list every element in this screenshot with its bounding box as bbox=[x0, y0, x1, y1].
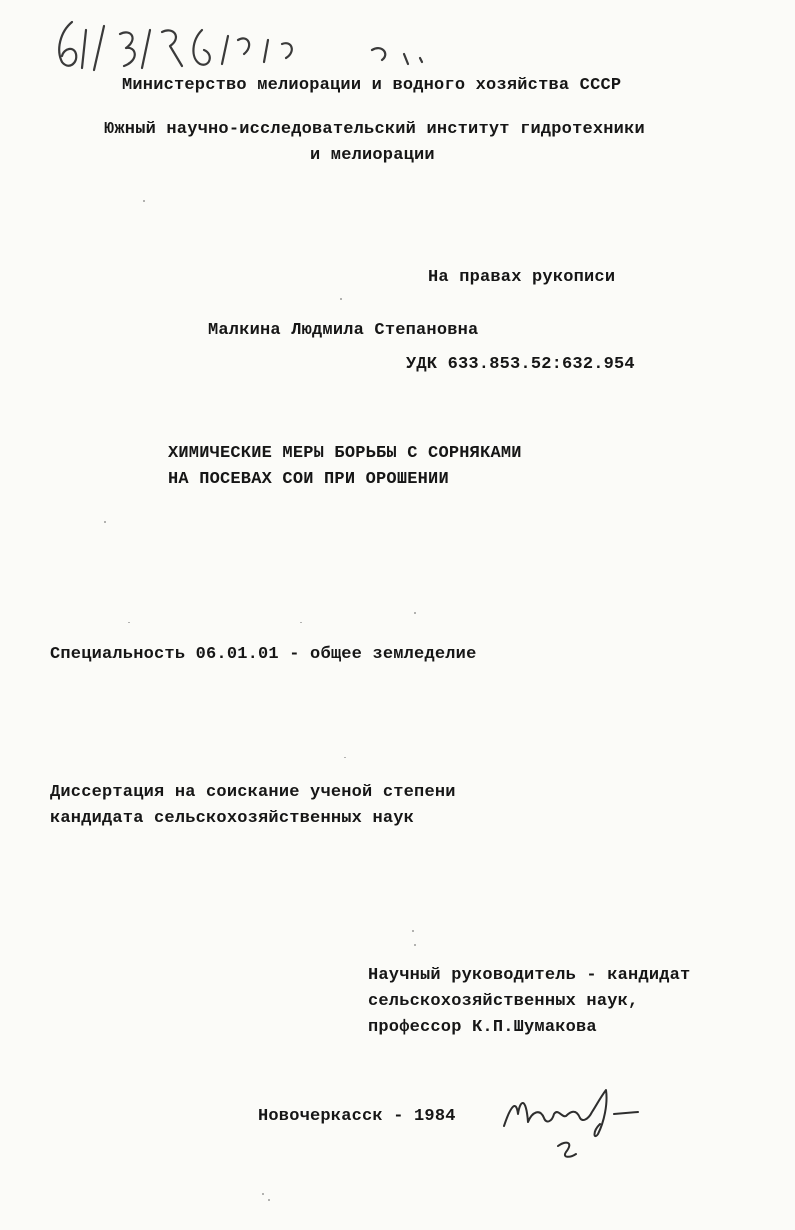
handwritten-archive-mark bbox=[42, 10, 442, 80]
signature bbox=[496, 1078, 656, 1168]
scan-speck bbox=[414, 944, 416, 946]
scan-speck bbox=[344, 757, 346, 758]
scan-speck bbox=[104, 521, 106, 523]
scan-speck bbox=[414, 612, 416, 614]
scan-speck bbox=[300, 622, 302, 623]
scan-speck bbox=[128, 622, 130, 623]
ministry-line: Министерство мелиорации и водного хозяйства СССР bbox=[122, 76, 622, 95]
dissertation-line-1: Диссертация на соискание ученой степени bbox=[50, 783, 456, 802]
specialty-line: Специальность 06.01.01 - общее земледелие bbox=[50, 645, 477, 664]
dissertation-line-2: кандидата сельскохозяйственных наук bbox=[50, 809, 415, 828]
supervisor-line-3: профессор К.П.Шумакова bbox=[368, 1018, 597, 1037]
place-year: Новочеркасск - 1984 bbox=[258, 1107, 456, 1126]
udc-code: УДК 633.853.52:632.954 bbox=[406, 355, 635, 374]
scan-speck bbox=[340, 298, 342, 300]
scan-speck bbox=[412, 930, 414, 932]
scan-speck bbox=[268, 1199, 270, 1201]
supervisor-line-2: сельскохозяйственных наук, bbox=[368, 992, 639, 1011]
supervisor-line-1: Научный руководитель - кандидат bbox=[368, 966, 691, 985]
institute-line-2: и мелиорации bbox=[310, 146, 435, 165]
institute-line-1: Южный научно-исследовательский институт гидротехники bbox=[104, 120, 645, 139]
title-line-2: НА ПОСЕВАХ СОИ ПРИ ОРОШЕНИИ bbox=[168, 470, 449, 489]
scan-speck bbox=[143, 200, 145, 202]
scan-speck bbox=[262, 1193, 264, 1195]
title-line-1: ХИМИЧЕСКИЕ МЕРЫ БОРЬБЫ С СОРНЯКАМИ bbox=[168, 444, 522, 463]
author-name: Малкина Людмила Степановна bbox=[208, 321, 479, 340]
rights-note: На правах рукописи bbox=[428, 268, 616, 287]
